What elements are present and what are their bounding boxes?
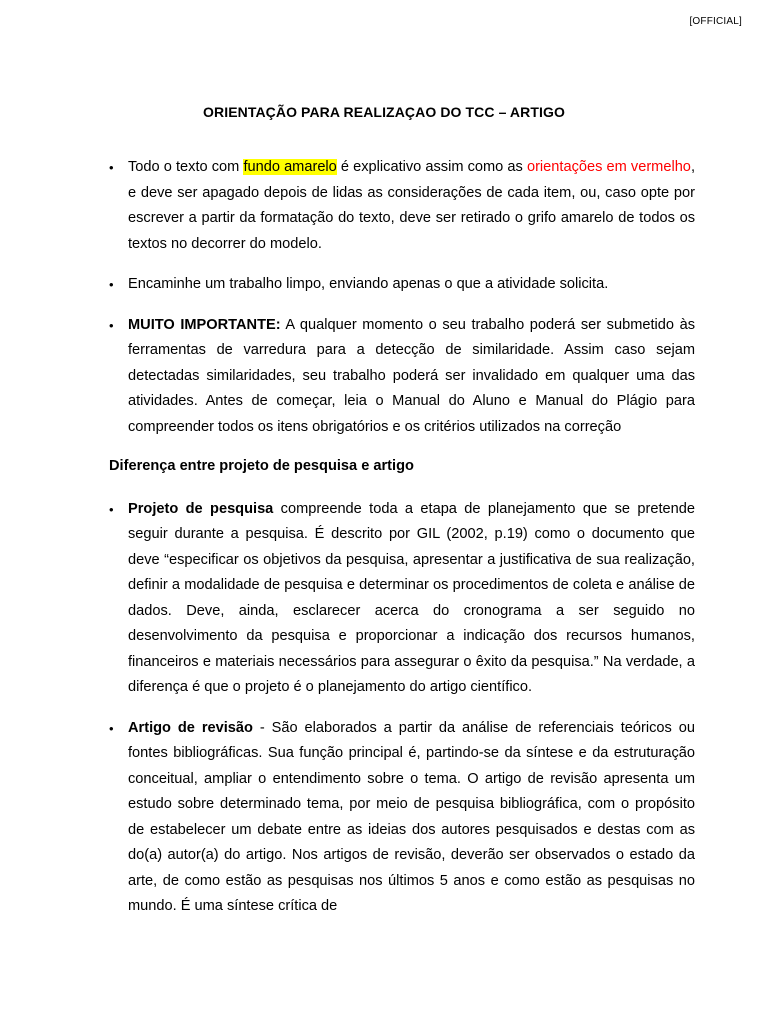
instructions-list: [109, 155, 695, 440]
bold-lead: Projeto de pesquisa: [128, 500, 274, 517]
document-title: ORIENTAÇÃO PARA REALIZAÇAO DO TCC – ARTIGO: [203, 104, 565, 120]
section-heading: Diferença entre projeto de pesquisa e artigo: [109, 458, 414, 474]
item-text: é explicativo assim como as: [336, 159, 527, 175]
list-item: [109, 313, 695, 441]
bullet-icon: •: [109, 160, 114, 175]
bold-lead: MUITO IMPORTANTE:: [128, 316, 281, 333]
item-text: A qualquer momento o seu trabalho poderá ser submetido às ferramentas de varredura para a detecção de similaridade. Assim caso sejam detectadas similaridades, seu trabalho poderá ser invalidado em qualquer uma das atividades. Antes de começar, leia o Manual do Aluno e Manual do Plágio para compreender todos os itens obrigatórios e os critérios utilizados na correção: [128, 316, 695, 435]
list-item: [109, 155, 695, 257]
differences-list: [109, 497, 695, 920]
bullet-icon: •: [109, 720, 114, 736]
bold-lead: Artigo de revisão: [128, 719, 253, 736]
item-text: Todo o texto com: [128, 159, 244, 175]
list-item: [109, 497, 695, 701]
document-body: [109, 155, 695, 920]
item-text: Encaminhe um trabalho limpo, enviando apenas o que a atividade solicita.: [128, 276, 609, 292]
item-text: , e deve ser apagado depois de lidas as considerações de cada item, ou, caso opte por escrever a partir da formatação do texto, deve ser retirado o grifo amarelo de todos os textos no decorrer do modelo.: [128, 159, 695, 252]
highlighted-text: fundo amarelo: [243, 159, 337, 175]
bullet-icon: •: [109, 501, 114, 517]
list-item: [109, 716, 695, 920]
item-text: - São elaborados a partir da análise de referenciais teóricos ou fontes bibliográficas. Sua função principal é, partindo-se da síntese e da estruturação conceitual, ampliar o entendimento sobre o tema. O artigo de revisão apresenta um estudo sobre determinado tema, por meio de pesquisa bibliográfica, com o propósito de estabelecer um debate entre as ideias dos autores pesquisados e destas com as do(a) autor(a) do artigo. Nos artigos de revisão, deverão ser observados o estado da arte, de como estão as pesquisas nos últimos 5 anos e como estão as pesquisas no mundo. É uma síntese crítica de: [128, 719, 695, 914]
red-text: orientações em vermelho: [526, 159, 691, 175]
item-text: compreende toda a etapa de planejamento que se pretende seguir durante a pesquisa. É descrito por GIL (2002, p.19) como o documento que deve “especificar os objetivos da pesquisa, apresentar a justificativa de sua realização, definir a modalidade de pesquisa e determinar os procedimentos de coleta e análise de dados. Deve, ainda, esclarecer acerca do cronograma a ser seguido no desenvolvimento da pesquisa e proporcionar a indicação dos recursos humanos, financeiros e materiais necessários para assegurar o êxito da pesquisa.” Na verdade, a diferença é que o projeto é o planejamento do artigo científico.: [128, 500, 695, 695]
classification-label: [OFFICIAL]: [689, 16, 742, 27]
list-item: [109, 272, 695, 298]
bullet-icon: •: [109, 277, 114, 292]
bullet-icon: •: [109, 317, 114, 333]
